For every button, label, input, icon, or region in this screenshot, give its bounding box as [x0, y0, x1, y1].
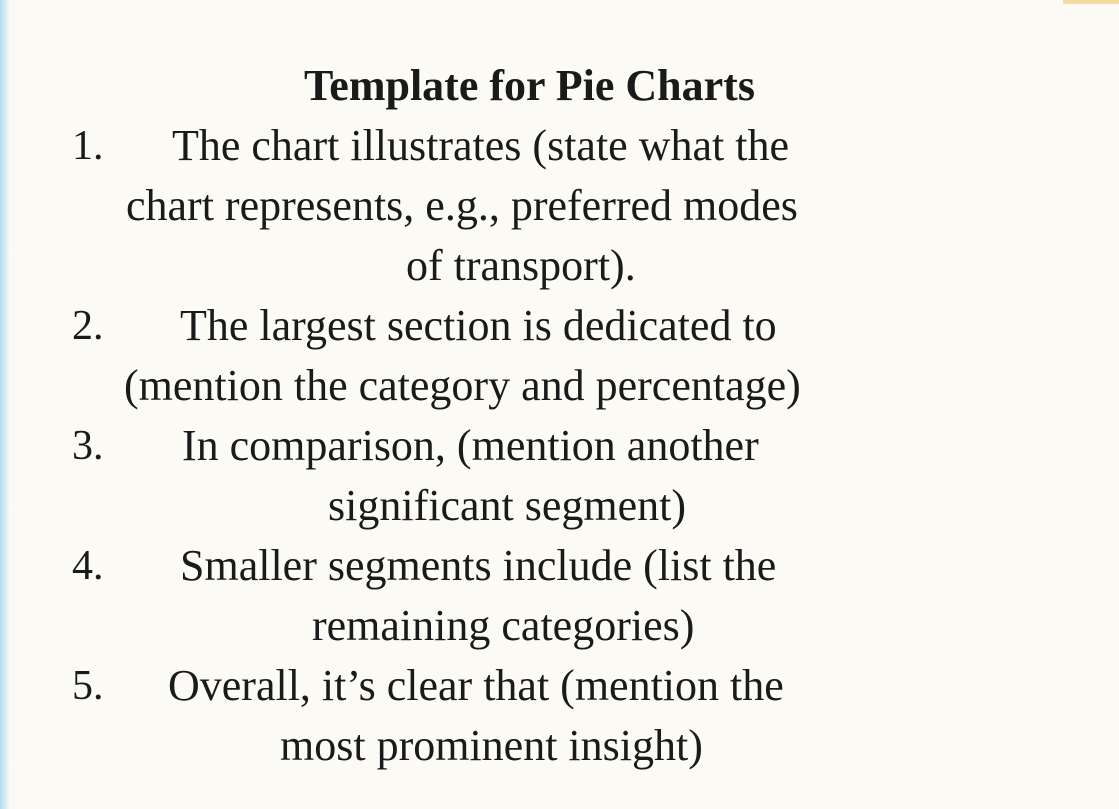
item-line: most prominent insight): [280, 721, 703, 770]
item-line: Overall, it’s clear that (mention the: [168, 661, 784, 710]
item-line: remaining categories): [312, 601, 695, 650]
corner-accent: [1063, 0, 1119, 4]
left-edge-strip: [0, 0, 9, 809]
item-line: In comparison, (mention another: [182, 421, 759, 470]
item-number: 5.: [72, 663, 104, 709]
item-line: Smaller segments include (list the: [180, 541, 777, 590]
item-number: 4.: [72, 543, 104, 589]
item-line: significant segment): [328, 481, 687, 530]
item-line: of transport).: [406, 241, 636, 290]
item-line: The largest section is dedicated to: [180, 301, 777, 350]
item-line: The chart illustrates (state what the: [172, 121, 789, 170]
item-number: 2.: [72, 303, 104, 349]
item-line: (mention the category and percentage): [124, 361, 801, 410]
item-line: chart represents, e.g., preferred modes: [126, 181, 798, 230]
item-number: 3.: [72, 423, 104, 469]
item-number: 1.: [72, 123, 104, 169]
document-title: Template for Pie Charts: [304, 61, 755, 110]
